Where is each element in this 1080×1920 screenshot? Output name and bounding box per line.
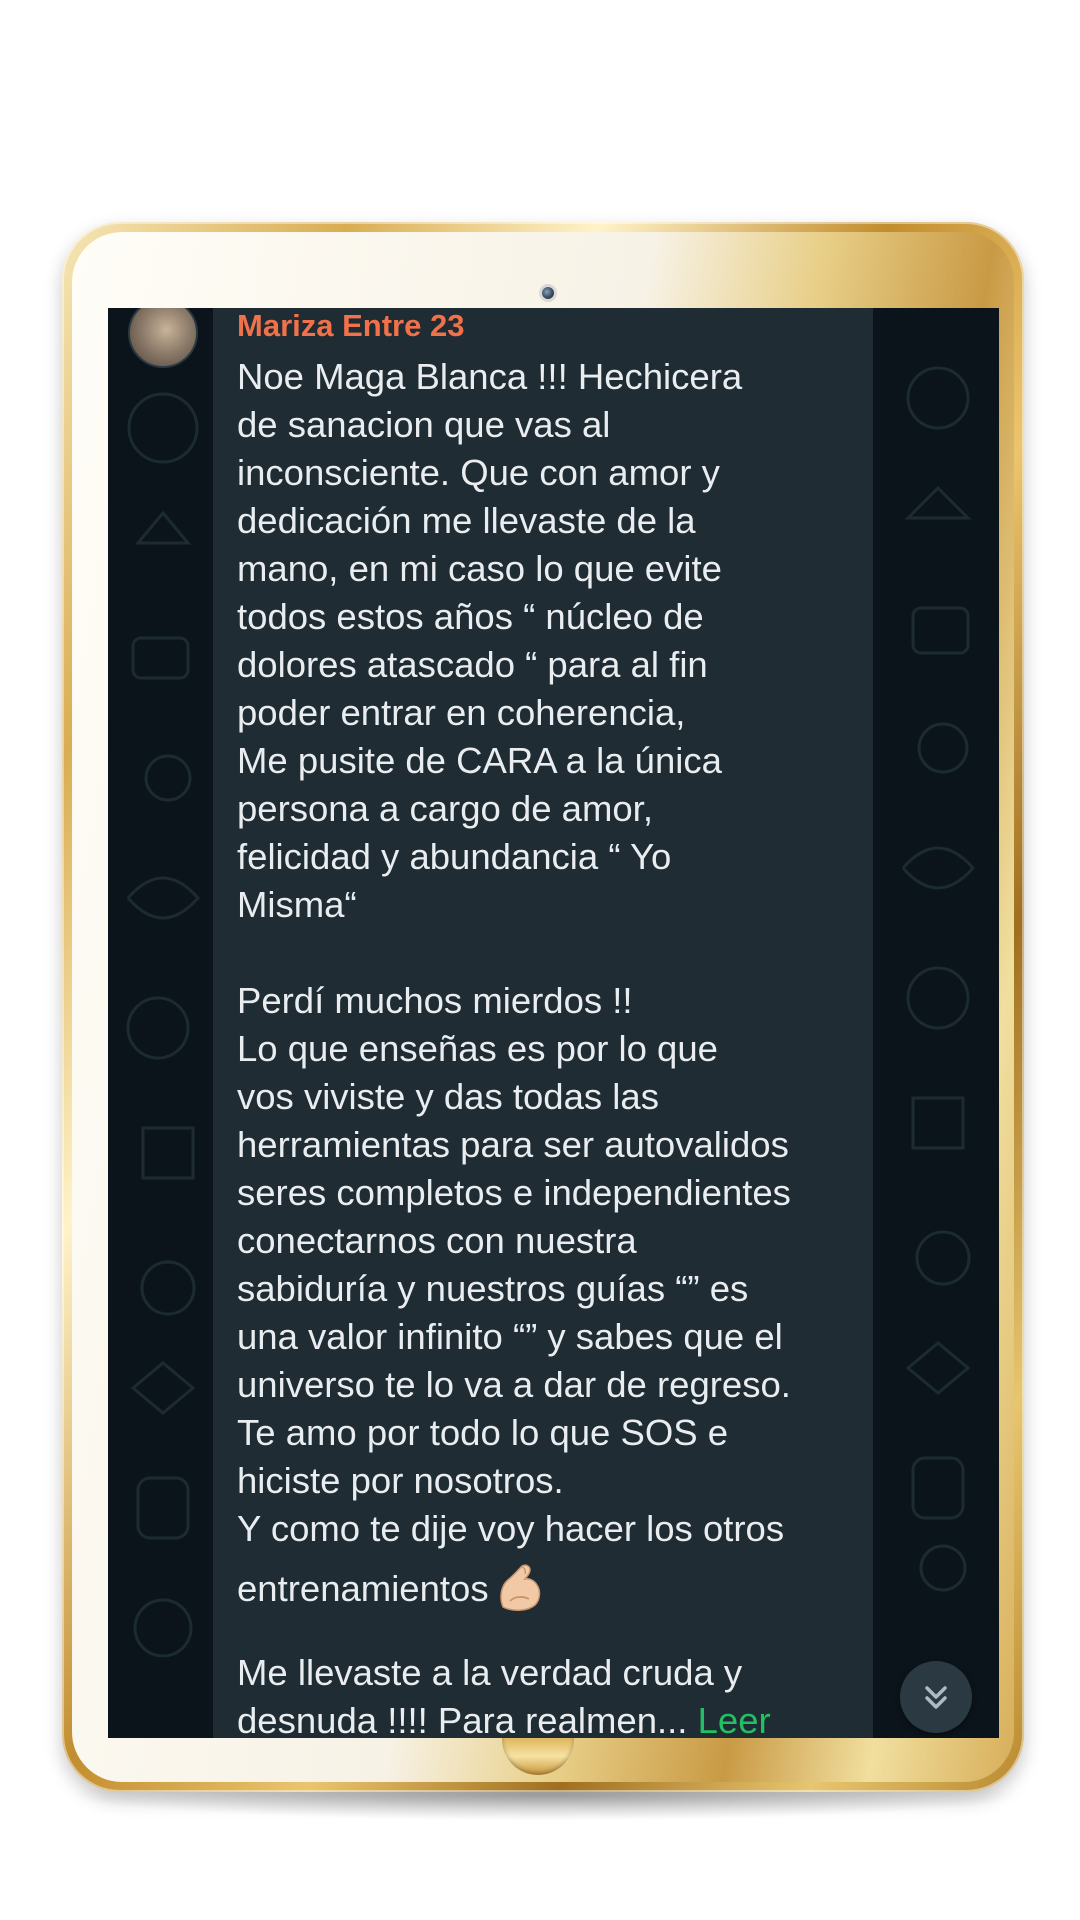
message-line: persona a cargo de amor, xyxy=(237,788,653,829)
paragraph-gap xyxy=(237,929,873,977)
message-line: de sanacion que vas al xyxy=(237,404,611,445)
message-line: Te amo por todo lo que SOS e xyxy=(237,1412,729,1453)
sender-name[interactable]: Mariza Entre 23 xyxy=(237,308,465,343)
partial-line: desnuda !!!! Para realmen... xyxy=(237,1700,688,1738)
message-line: Y como te dije voy hacer los otros xyxy=(237,1508,785,1549)
message-line: Perdí muchos mierdos !! xyxy=(237,980,633,1021)
message-line: universo te lo va a dar de regreso. xyxy=(237,1364,791,1405)
scroll-to-bottom-button[interactable] xyxy=(900,1661,972,1733)
message-text xyxy=(237,353,873,1738)
message-line: Me pusite de CARA a la única xyxy=(237,740,722,781)
message-line: seres completos e independientes xyxy=(237,1172,791,1213)
message-line: Misma“ xyxy=(237,884,357,925)
message-line: mano, en mi caso lo que evite xyxy=(237,548,722,589)
read-more-link[interactable]: Leer xyxy=(697,1700,771,1738)
message-line: sabiduría y nuestros guías “” es xyxy=(237,1268,749,1309)
message-line: una valor infinito “” y sabes que el xyxy=(237,1316,783,1357)
message-line: dedicación me llevaste de la xyxy=(237,500,696,541)
message-line xyxy=(237,1563,873,1611)
message-line: hiciste por nosotros. xyxy=(237,1460,564,1501)
message-line xyxy=(237,1697,873,1738)
double-chevron-down-icon xyxy=(919,1680,953,1714)
message-line: Lo que enseñas es por lo que xyxy=(237,1028,718,1069)
message-line: Noe Maga Blanca !!! Hechicera xyxy=(237,356,743,397)
message-line: poder entrar en coherencia, xyxy=(237,692,686,733)
message-line: todos estos años “ núcleo de xyxy=(237,596,704,637)
message-line: Me llevaste a la verdad cruda y xyxy=(237,1652,743,1693)
chat-screen xyxy=(108,308,999,1738)
message-bubble xyxy=(213,308,873,1738)
message-line: dolores atascado “ para al fin xyxy=(237,644,708,685)
message-line: vos viviste y das todas las xyxy=(237,1076,659,1117)
flexed-biceps-emoji-icon xyxy=(495,1563,545,1615)
message-line: conectarnos con nuestra xyxy=(237,1220,637,1261)
message-line: felicidad y abundancia “ Yo xyxy=(237,836,672,877)
message-line: inconsciente. Que con amor y xyxy=(237,452,720,493)
emoji-line-text: entrenamientos xyxy=(237,1568,489,1609)
message-line: herramientas para ser autovalidos xyxy=(237,1124,789,1165)
camera-icon xyxy=(542,287,554,299)
